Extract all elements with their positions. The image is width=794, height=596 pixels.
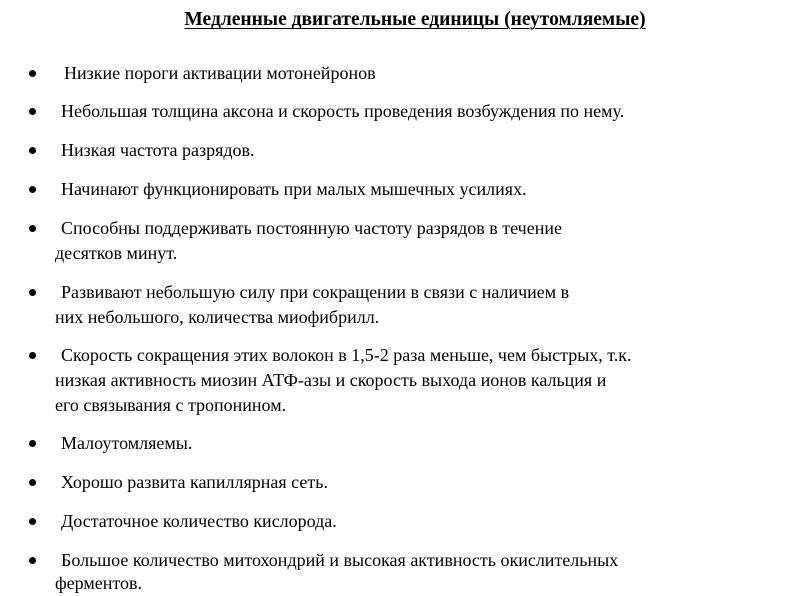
bullet-icon <box>29 289 36 296</box>
list-item-text: его связывания с тропонином. <box>55 395 287 415</box>
list-item-text: них небольшого, количества миофибрилл. <box>55 307 380 327</box>
list-item-text: Большое количество митохондрий и высокая активность окислительных <box>61 550 619 570</box>
bullet-icon <box>29 557 36 564</box>
list-item-text: Небольшая толщина аксона и скорость проведения возбуждения по нему. <box>61 101 625 121</box>
list-item-text: Скорость сокращения этих волокон в 1,5-2 раза меньше, чем быстрых, т.к. <box>61 345 632 365</box>
list-item-text: Низкие пороги активации мотонейронов <box>64 63 376 83</box>
list-item-text: ферментов. <box>55 573 143 593</box>
list-item-text: Начинают функционировать при малых мышечных усилиях. <box>61 179 527 199</box>
bullet-icon <box>29 108 36 115</box>
bullet-icon <box>29 352 36 359</box>
bullet-icon <box>29 440 36 447</box>
list-item-text: низкая активность миозин АТФ-азы и скорость выхода ионов кальция и <box>55 370 607 390</box>
list-item-text: Достаточное количество кислорода. <box>61 511 337 531</box>
bullet-icon <box>29 186 36 193</box>
slide-title: Медленные двигательные единицы (неутомляемые) <box>184 9 646 30</box>
list-item-text: десятков минут. <box>55 243 178 263</box>
list-item-text: Развивают небольшую силу при сокращении в связи с наличием в <box>61 282 570 302</box>
bullet-icon <box>29 70 36 77</box>
list-item-text: Способны поддерживать постоянную частоту разрядов в течение <box>61 218 562 238</box>
list-item-text: Хорошо развита капиллярная сеть. <box>61 472 328 492</box>
bullet-icon <box>29 479 36 486</box>
bullet-icon <box>29 518 36 525</box>
list-item-text: Низкая частота разрядов. <box>61 140 255 160</box>
list-item-text: Малоутомляемы. <box>61 433 193 453</box>
bullet-icon <box>29 225 36 232</box>
bullet-icon <box>29 147 36 154</box>
